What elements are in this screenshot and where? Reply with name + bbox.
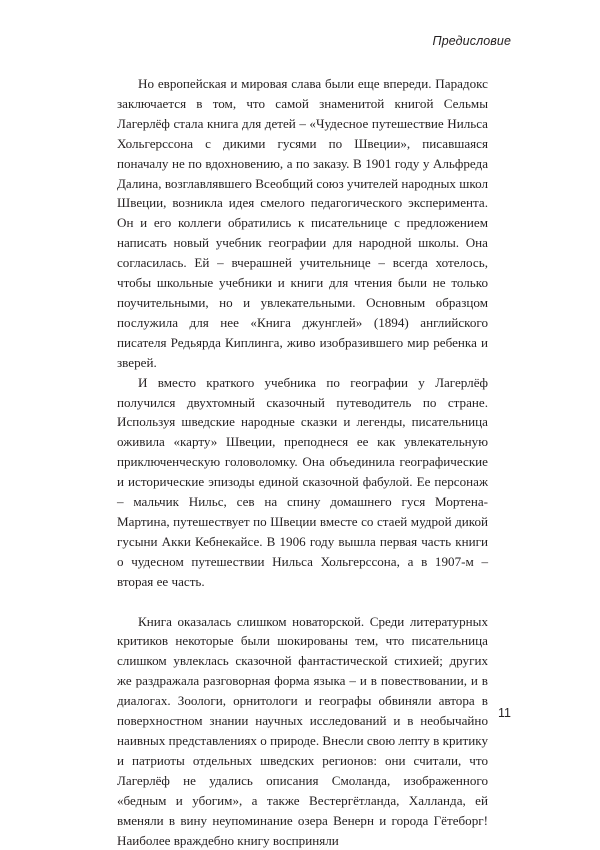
page-number: 11 xyxy=(498,706,511,720)
paragraph-1: Но европейская и мировая слава были еще впереди. Парадокс заключается в том, что самой знаменитой книгой Сельмы Лагерлёф стала книга для детей – «Чудесное путешествие Нильса Хольгерссона с дикими гусями по Швеции», писавшаяся поначалу не по вдохновению, а по заказу. В 1901 году у Альфреда Далина, возглавлявшего Всеобщий союз учителей народных школ Швеции, возникла идея смелого педагогического эксперимента. Он и его коллеги обратились к писательнице с предложением написать новый учебник географии для народной школы. Она согласилась. Ей – вчерашней учительнице – всегда хотелось, чтобы школьные учебники и книги для чтения были не только поучительными, но и увлекательными. Основным образцом послужила для нее «Книга джунглей» (1894) английского писателя Редьярда Киплинга, живо изобразившего мир ребенка и зверей. xyxy=(117,76,488,370)
running-head: Предисловие xyxy=(432,34,511,48)
paragraph-3: Книга оказалась слишком новаторской. Среди литературных критиков некоторые были шокированы тем, что писательница слишком увлеклась сказочной фантастической стихией; других же раздражала разговорная форма языка – и в повествовании, и в диалогах. Зоологи, орнитологи и географы обвиняли автора в поверхностном знании научных исследований и в необычайно наивных представлениях о природе. Внесли свою лепту в критику и патриоты отдельных шведских регионов: они считали, что Лагерлёф не удались описания Смоланда, изображенного «бедным и убогим», а также Вестергётланда, Халланда, ей вменяли в вину неупоминание озера Венерн и города Гётеборг! Наиболее враждебно книгу восприняли xyxy=(117,613,488,848)
paragraph-2: И вместо краткого учебника по географии у Лагерлёф получился двухтомный сказочный путеводитель по стране. Используя шведские народные сказки и легенды, писательница оживила «карту» Швеции, преподнеся ее как увлекательную приключенческую головоломку. Она объединила географические и исторические эпизоды единой сказочной фабулой. Ее персонаж – мальчик Нильс, сев на спину домашнего гуся Мортена-Мартина, путешествует по Швеции вместе со стаей мудрой дикой гусыни Акки Кебнекайсе. В 1906 году вышла первая часть книги о чудесном путешествии Нильса Хольгерссона, а в 1907-м – вторая ее часть. xyxy=(117,374,488,589)
text-block xyxy=(117,74,488,850)
